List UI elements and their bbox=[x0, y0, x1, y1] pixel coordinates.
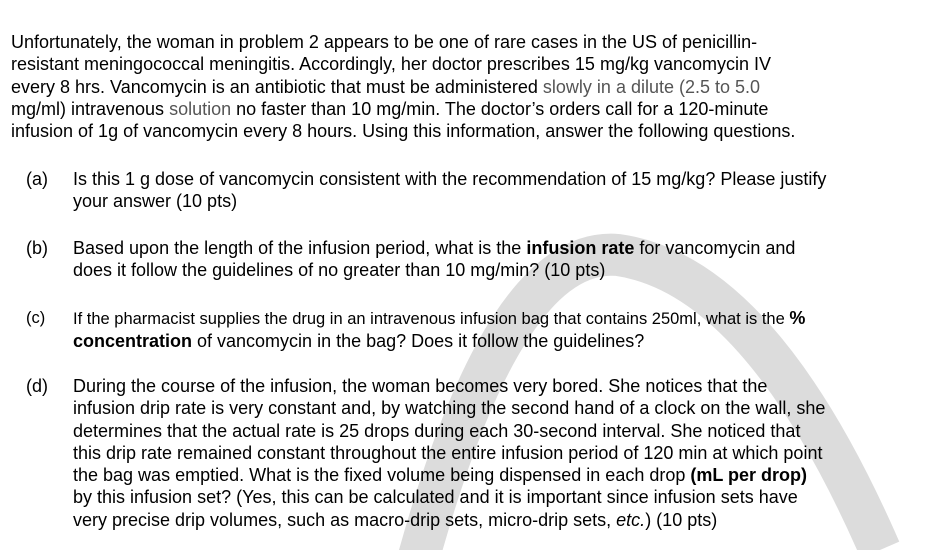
question-text bbox=[73, 375, 923, 531]
question-label: (c) bbox=[26, 309, 46, 327]
intro-text-muted: solution bbox=[169, 98, 232, 119]
intro-text: mg/ml) intravenous bbox=[11, 98, 170, 119]
question-text bbox=[73, 307, 923, 353]
question-text bbox=[73, 237, 923, 282]
question-line: Is this 1 g dose of vancomycin consistent with the recommendation of 15 mg/kg? Please justify bbox=[73, 169, 827, 189]
question-line: this drip rate remained constant throughout the entire infusion period of 120 min at which point bbox=[73, 442, 823, 463]
question-line bbox=[73, 307, 923, 330]
question-label: (b) bbox=[26, 238, 48, 258]
question-text-part: If the pharmacist supplies the drug in an intravenous infusion bag that contains 250ml, what is the bbox=[73, 310, 790, 328]
question-text-part: of vancomycin in the bag? Does it follow the guidelines? bbox=[192, 331, 645, 352]
intro-line bbox=[11, 98, 923, 120]
question-label: (a) bbox=[26, 169, 48, 189]
question-emphasis: infusion rate bbox=[526, 238, 635, 258]
question-line: your answer (10 pts) bbox=[73, 191, 238, 212]
question-emphasis: concentration bbox=[73, 331, 193, 352]
intro-text: no faster than 10 mg/min. The doctor’s orders call for a 120-minute bbox=[231, 98, 769, 119]
question-line: determines that the actual rate is 25 drops during each 30-second interval. She noticed that bbox=[73, 420, 801, 441]
question-line bbox=[73, 509, 923, 531]
intro-line: Unfortunately, the woman in problem 2 appears to be one of rare cases in the US of penicillin- bbox=[11, 32, 758, 52]
question-line bbox=[73, 330, 923, 352]
question-label: (d) bbox=[26, 376, 48, 396]
question-emphasis: % bbox=[789, 308, 806, 328]
question-text-part: Based upon the length of the infusion period, what is the bbox=[73, 238, 527, 258]
question-text-part: very precise drip volumes, such as macro-drip sets, micro-drip sets, bbox=[73, 509, 617, 530]
intro-text: every 8 hrs. Vancomycin is an antibiotic that must be administered bbox=[11, 76, 543, 97]
question-line: During the course of the infusion, the woman becomes very bored. She notices that the bbox=[73, 376, 768, 396]
document-body bbox=[11, 31, 923, 530]
problem-intro bbox=[11, 31, 923, 142]
question-emphasis: (mL per drop) bbox=[690, 465, 808, 486]
intro-line bbox=[11, 76, 923, 98]
question-line: does it follow the guidelines of no greater than 10 mg/min? (10 pts) bbox=[73, 260, 606, 281]
question-line bbox=[73, 237, 923, 259]
question-line: infusion drip rate is very constant and, by watching the second hand of a clock on the wall, she bbox=[73, 398, 826, 419]
question-text-part: the bag was emptied. What is the fixed volume being dispensed in each drop bbox=[73, 465, 691, 486]
intro-line: infusion of 1g of vancomycin every 8 hours. Using this information, answer the following questions. bbox=[11, 121, 796, 142]
question-italic: etc. bbox=[616, 509, 646, 530]
question-text-part: ) (10 pts) bbox=[645, 509, 718, 530]
question-text-part: for vancomycin and bbox=[634, 238, 796, 258]
intro-text-muted: slowly in a dilute (2.5 to 5.0 bbox=[542, 76, 761, 97]
intro-line: resistant meningococcal meningitis. Accordingly, her doctor prescribes 15 mg/kg vancomycin IV bbox=[11, 54, 772, 75]
question-line: by this infusion set? (Yes, this can be calculated and it is important since infusion sets have bbox=[73, 487, 798, 508]
question-text bbox=[73, 168, 923, 213]
question-line bbox=[73, 464, 923, 486]
